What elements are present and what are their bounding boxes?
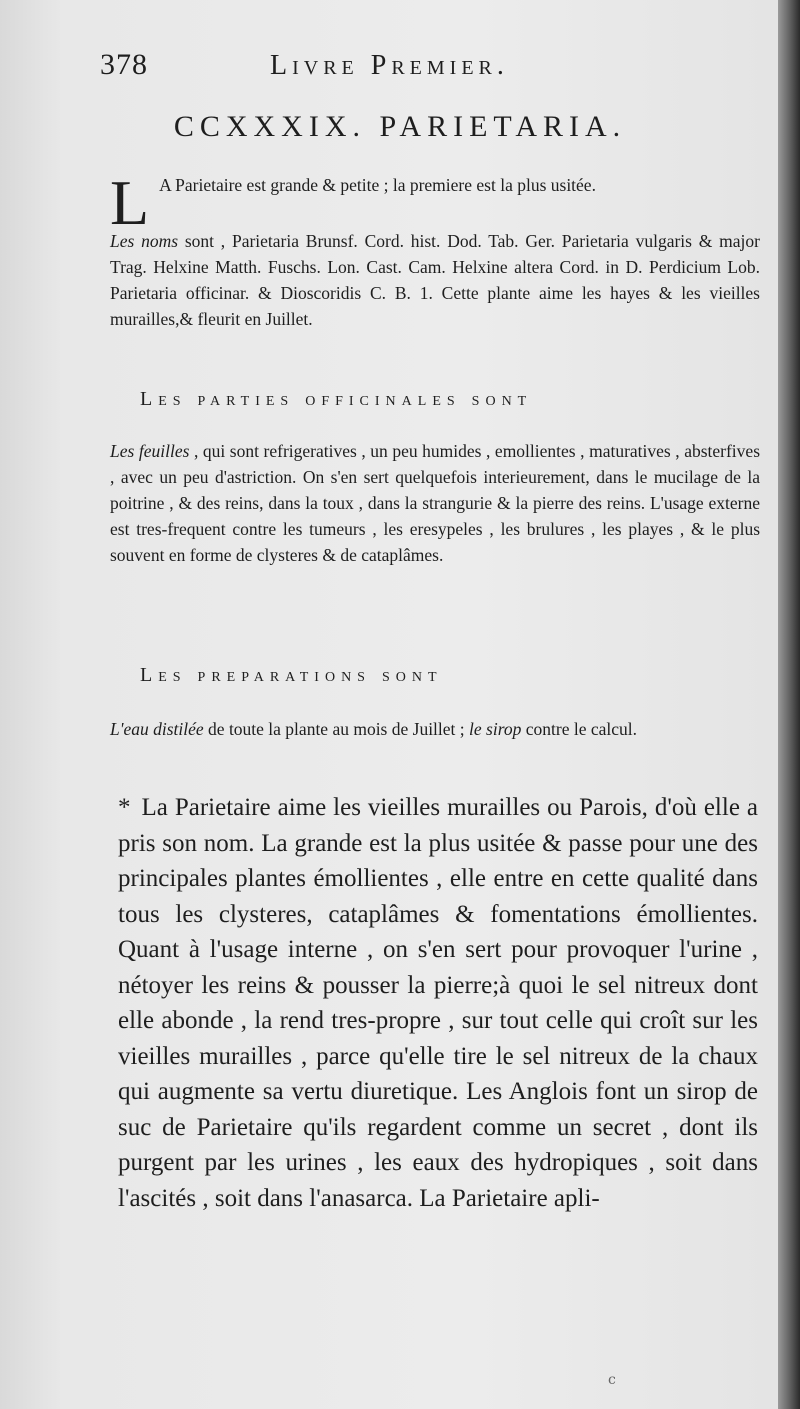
- preparations-text: de toute la plante au mois de Juillet ;: [208, 719, 465, 739]
- officinal-paragraph: [110, 438, 760, 568]
- commentary-text: La Parietaire aime les vieilles murailles ou Parois, d'où elle a pris son nom. La grande est la plus usitée & passe pour une des principales plantes émollientes , elle entre en cette qualité dans tous les clysteres, cataplâmes & fomentations émollientes. Quant à l'usage interne , on s'en sert pour provoquer l'urine , nétoyer les reins & pousser la pierre;à quoi le sel nitreux dont elle abonde , la rend tres-propre , sur tout celle qui croît sur les vieilles murailles , parce qu'elle tire le sel nitreux de la chaux qui augmente sa vertu diuretique. Les Anglois font un sirop de suc de Parietaire qu'ils regardent comme un secret , dont ils purgent par les urines , les eaux des hydropiques , soit dans l'ascités , soit dans l'anasarca. La Parietaire apli-: [118, 794, 758, 1212]
- heading-preparations: Les preparations sont: [140, 664, 443, 686]
- heading-officinal: Les parties officinales sont: [140, 388, 533, 410]
- preparations-paragraph: [110, 716, 760, 742]
- page-number: 378: [100, 48, 148, 81]
- preparations-lead2: le sirop: [469, 719, 522, 739]
- commentary-marker: *: [118, 794, 131, 821]
- commentary-paragraph: [118, 790, 758, 1216]
- names-paragraph: [110, 228, 760, 332]
- intro-paragraph: [110, 167, 760, 238]
- running-title: Livre Premier.: [270, 50, 509, 81]
- intro-text: A Parietaire est grande & petite ; la premiere est la plus usitée.: [159, 175, 596, 195]
- names-lead: Les noms: [110, 231, 179, 251]
- page-edge: [778, 0, 800, 1409]
- officinal-text: , qui sont refrigeratives , un peu humides , emollientes , maturatives , absterfives , avec un peu d'astriction. On s'en sert quelquefois interieurement, dans le mucilage de la poitrine , & des reins, dans la toux , dans la strangurie & la pierre des reins. L'usage externe est tres-frequent contre les tumeurs , les eresypeles , les brulures , les playes , & le plus souvent en forme de clysteres & de cataplâmes.: [110, 441, 760, 565]
- preparations-text2: contre le calcul.: [525, 719, 638, 739]
- chapter-title: CCXXXIX. PARIETARIA.: [173, 110, 627, 143]
- bottom-mark: c: [608, 1372, 616, 1388]
- drop-cap: L: [110, 167, 150, 238]
- officinal-lead: Les feuilles: [110, 441, 190, 461]
- names-text: sont , Parietaria Brunsf. Cord. hist. Dod. Tab. Ger. Parietaria vulgaris & major Trag. Helxine Matth. Fuschs. Lon. Cast. Cam. Helxine altera Cord. in D. Perdicium Lob. Parietaria officinar. & Dioscoridis C. B. 1. Cette plante aime les hayes & les vieilles murailles,& fleurit en Juillet.: [110, 231, 760, 329]
- preparations-lead: L'eau distilée: [110, 719, 204, 739]
- running-head: [100, 48, 700, 88]
